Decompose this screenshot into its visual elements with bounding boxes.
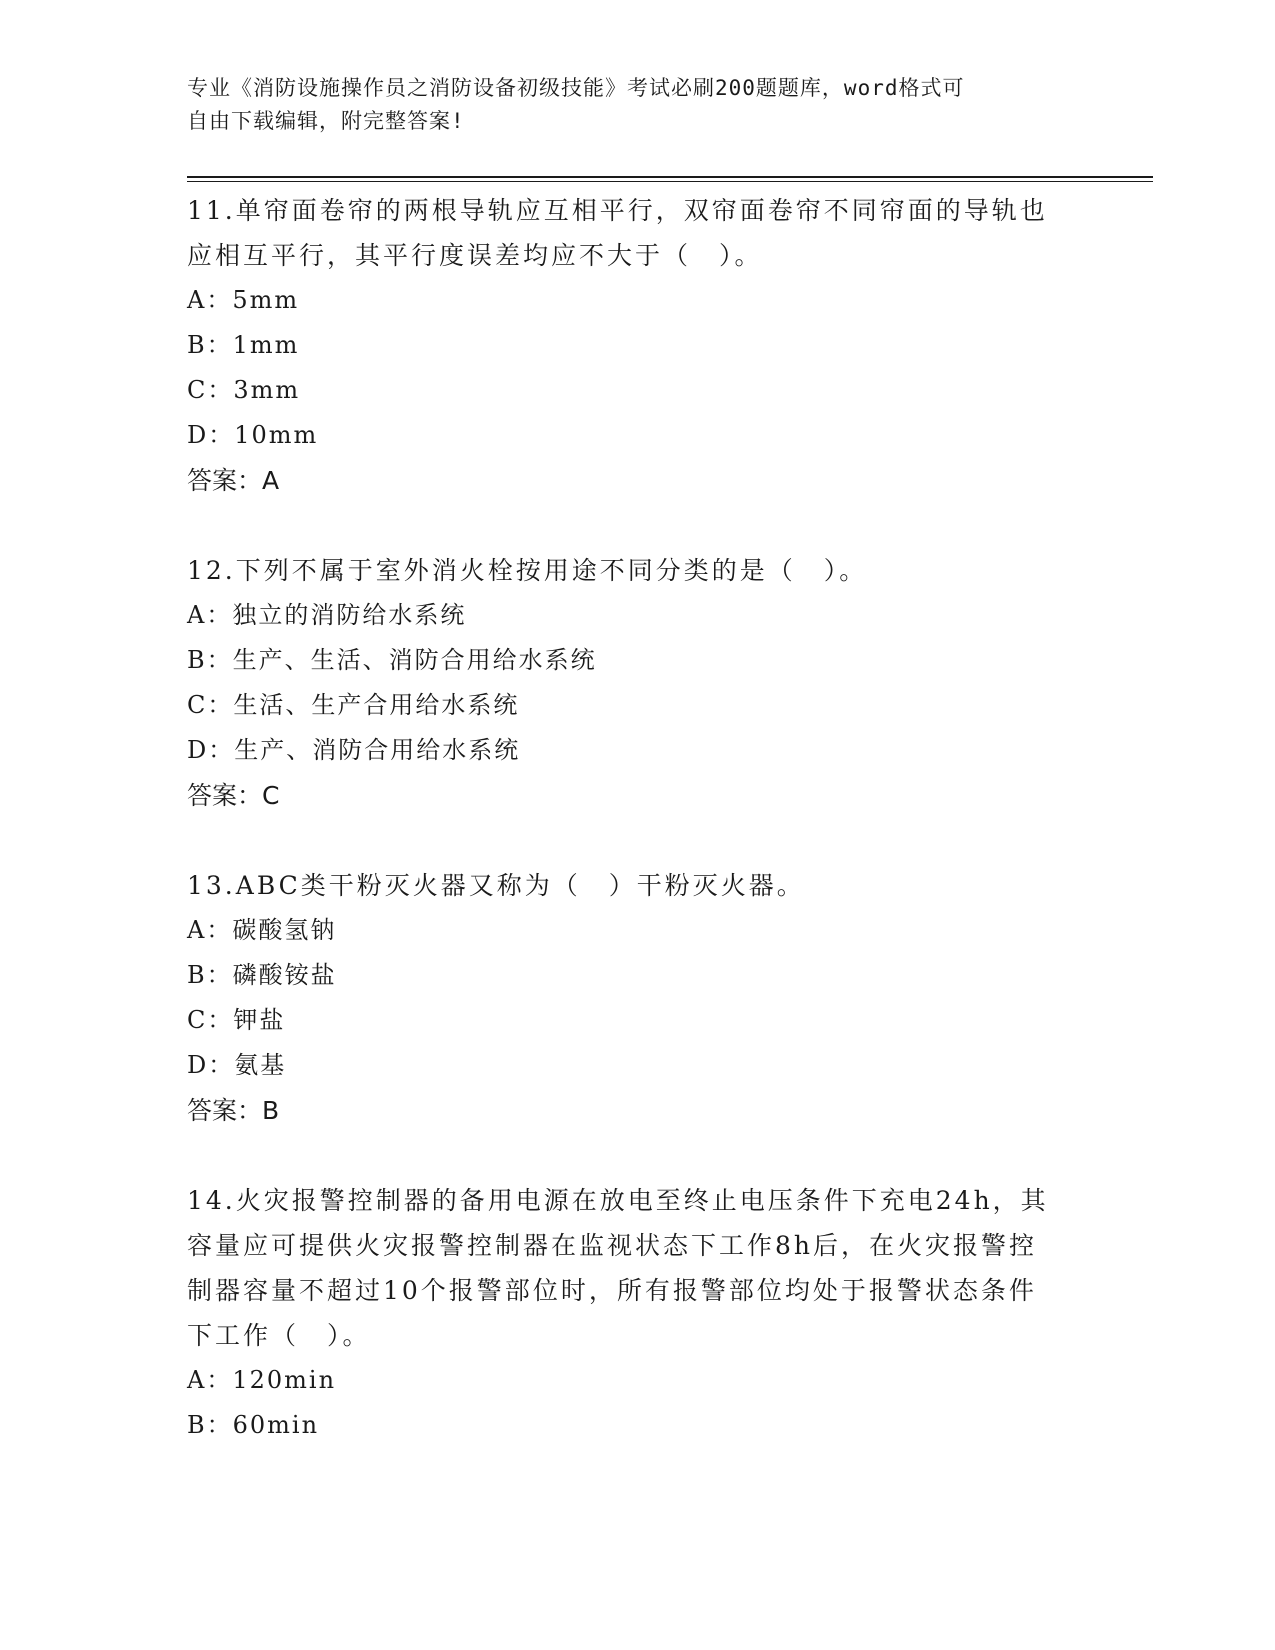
document-header <box>187 72 1067 138</box>
question-stem-line: 应相互平行，其平行度误差均应不大于（ ）。 <box>187 241 763 270</box>
option-c: C：钾盐 <box>187 1006 286 1034</box>
answer-line: 答案：B <box>187 1096 280 1125</box>
question-stem-line: 14.火灾报警控制器的备用电源在放电至终止电压条件下充电24h，其 <box>187 1186 1049 1215</box>
option-b: B：磷酸铵盐 <box>187 961 337 989</box>
question-stem-line: 12.下列不属于室外消火栓按用途不同分类的是（ ）。 <box>187 556 868 585</box>
question-stem-line: 11.单帘面卷帘的两根导轨应互相平行，双帘面卷帘不同帘面的导轨也 <box>187 196 1048 225</box>
question-stem-line: 下工作（ ）。 <box>187 1321 371 1350</box>
question-item <box>187 548 1077 863</box>
question-spacer <box>187 503 1077 548</box>
option-d: D：氨基 <box>187 1051 287 1079</box>
header-line: 自由下载编辑，附完整答案! <box>187 109 465 133</box>
question-item <box>187 1178 1077 1448</box>
option-a: A：独立的消防给水系统 <box>187 601 467 629</box>
question-spacer <box>187 818 1077 863</box>
option-a: A：碳酸氢钠 <box>187 916 337 944</box>
answer-line: 答案：C <box>187 781 280 810</box>
header-divider <box>187 176 1153 178</box>
option-d: D：生产、消防合用给水系统 <box>187 736 521 764</box>
option-b: B：生产、生活、消防合用给水系统 <box>187 646 597 674</box>
option-c: C：3mm <box>187 376 301 404</box>
header-divider-thin <box>187 181 1153 182</box>
option-d: D：10mm <box>187 421 319 449</box>
option-a: A：5mm <box>187 286 300 314</box>
question-item <box>187 863 1077 1178</box>
option-c: C：生活、生产合用给水系统 <box>187 691 520 719</box>
question-stem-line: 容量应可提供火灾报警控制器在监视状态下工作8h后，在火灾报警控 <box>187 1231 1038 1260</box>
option-a: A：120min <box>187 1366 337 1394</box>
option-b: B：60min <box>187 1411 320 1439</box>
header-line: 专业《消防设施操作员之消防设备初级技能》考试必刷200题题库，word格式可 <box>187 76 965 100</box>
question-stem-line: 13.ABC类干粉灭火器又称为（ ）干粉灭火器。 <box>187 871 805 900</box>
option-b: B：1mm <box>187 331 300 359</box>
question-list <box>187 188 1077 1448</box>
question-stem-line: 制器容量不超过10个报警部位时，所有报警部位均处于报警状态条件 <box>187 1276 1037 1305</box>
answer-line: 答案：A <box>187 466 280 495</box>
question-spacer <box>187 1133 1077 1178</box>
question-item <box>187 188 1077 548</box>
